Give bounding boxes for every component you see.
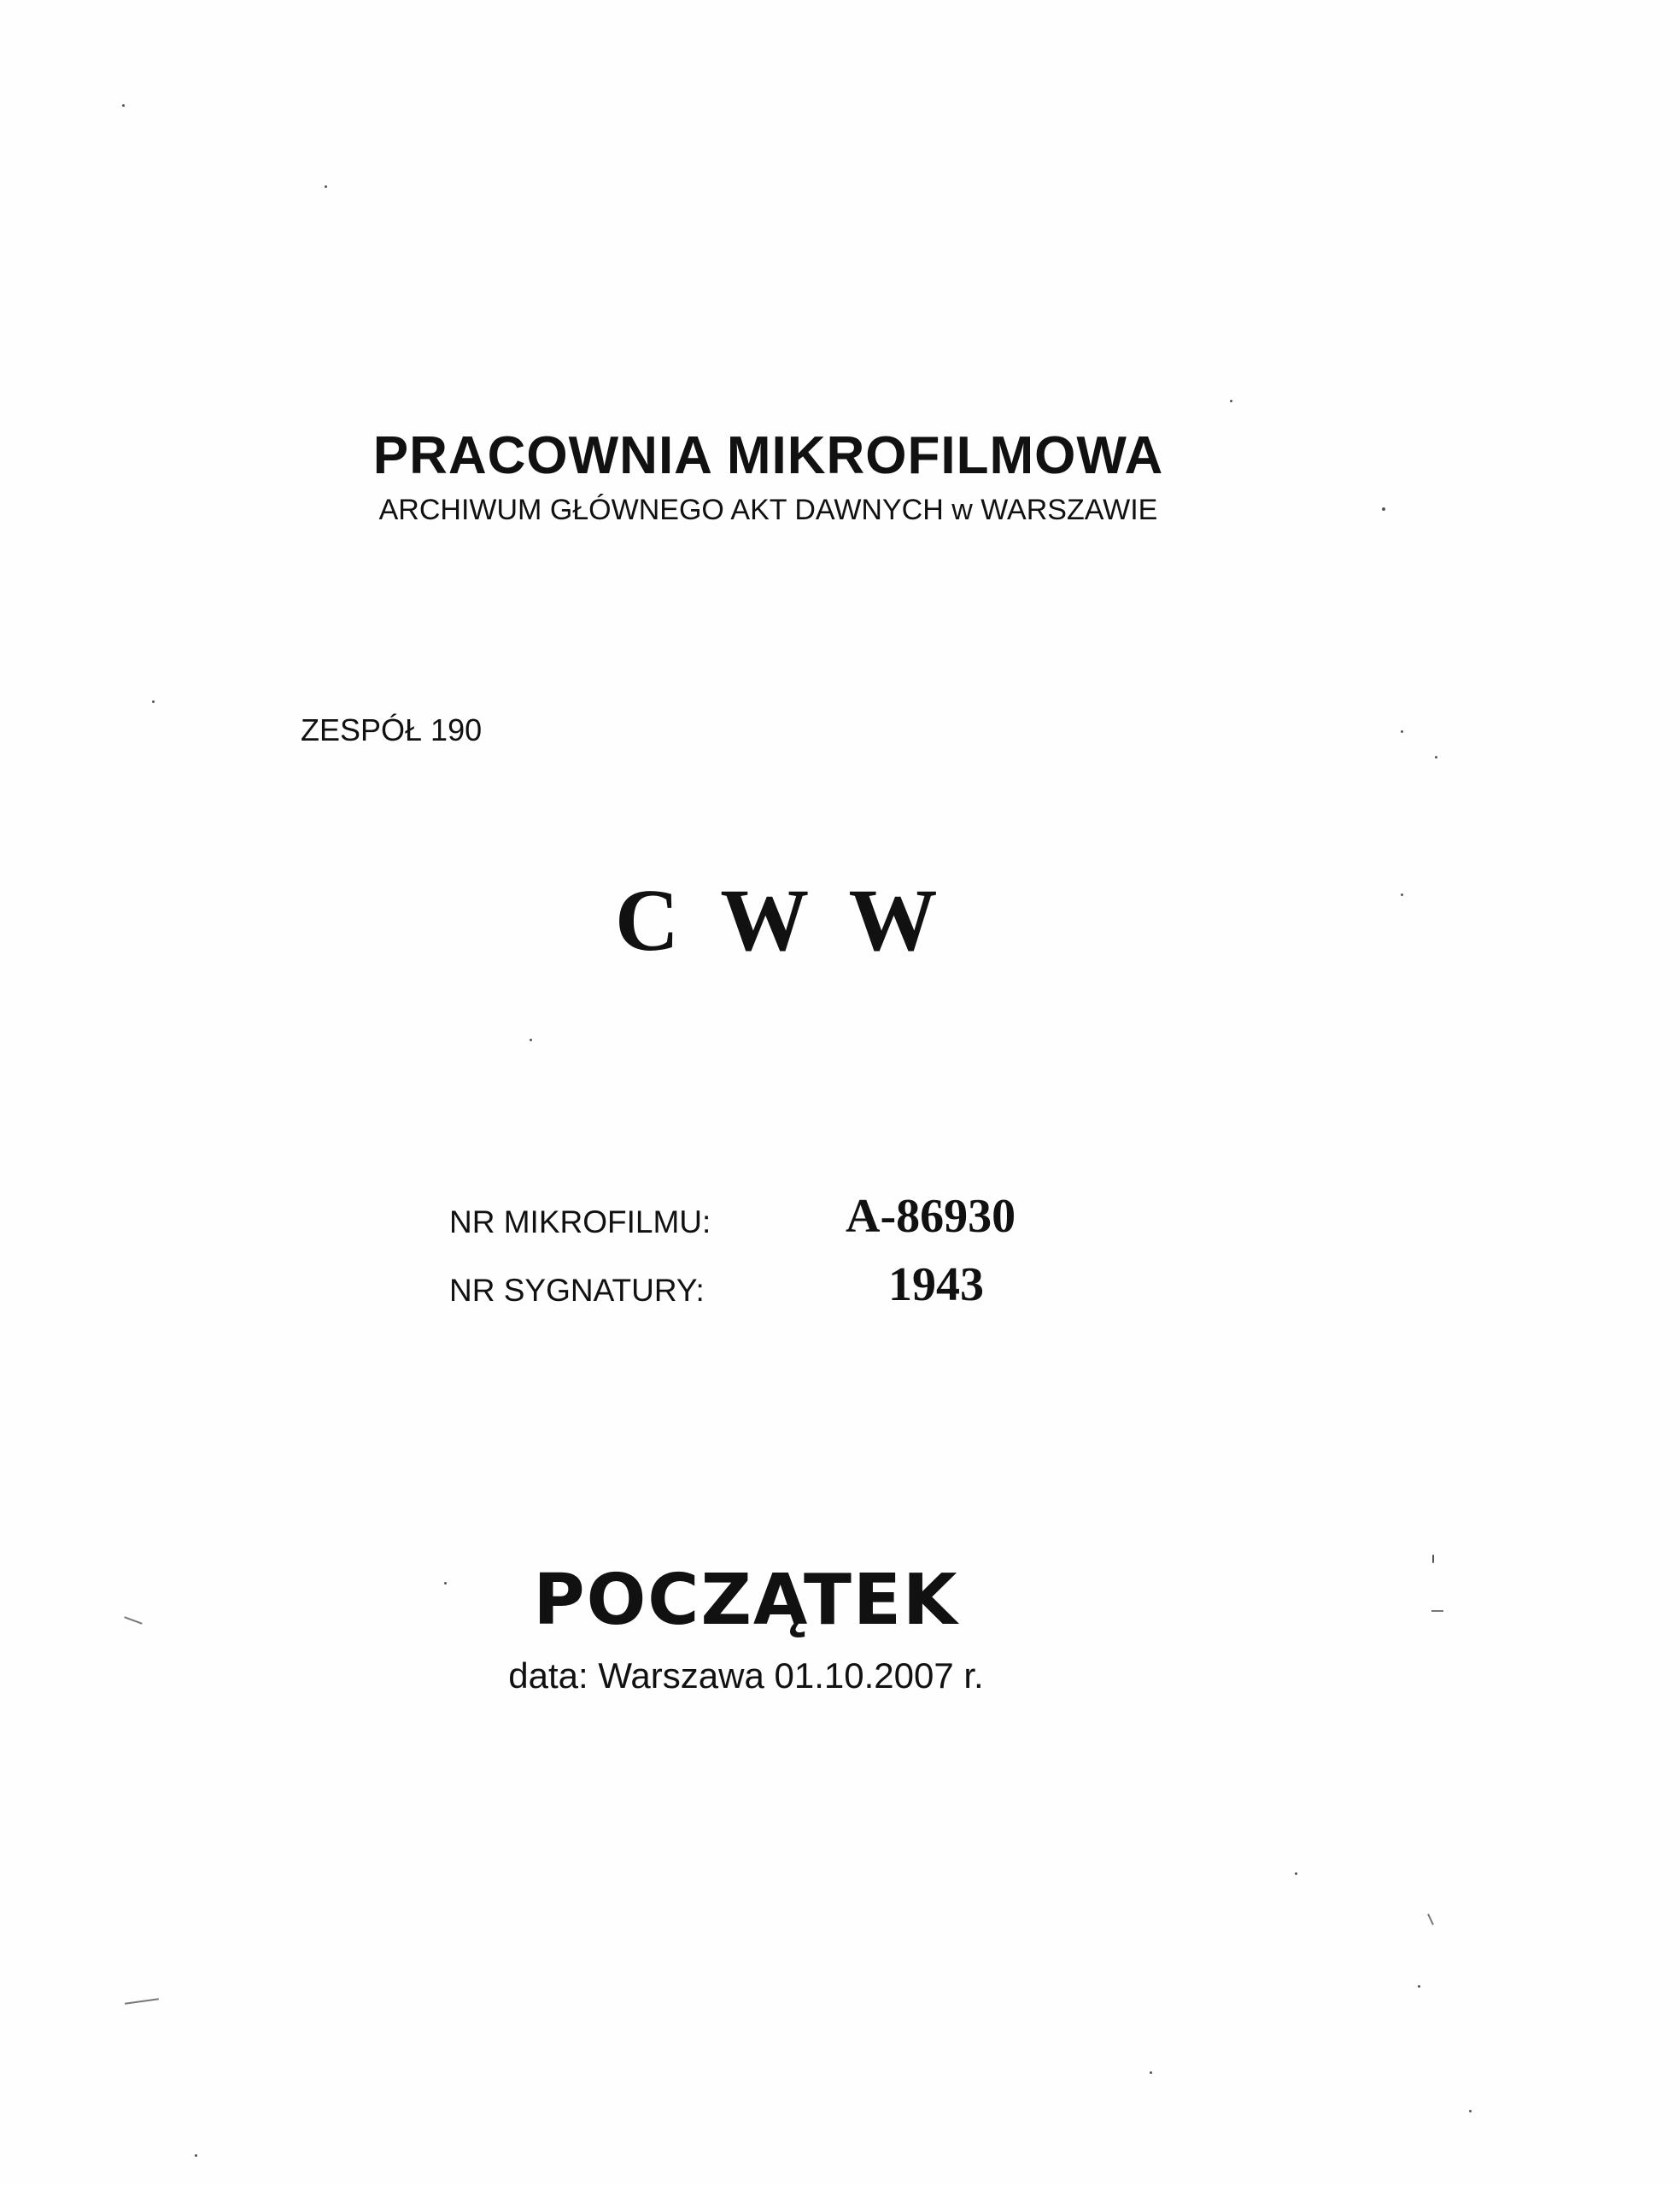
mikrofilm-label: NR MIKROFILMU: bbox=[449, 1204, 711, 1239]
collection-code: C W W bbox=[615, 871, 948, 969]
page-title: PRACOWNIA MIKROFILMOWA bbox=[372, 426, 1164, 485]
scan-speck bbox=[1418, 1985, 1420, 1988]
scan-speck bbox=[325, 185, 327, 188]
scan-speck bbox=[1150, 2071, 1152, 2074]
scan-speck bbox=[152, 700, 155, 703]
scan-speck bbox=[1230, 400, 1232, 402]
page-subtitle: ARCHIWUM GŁÓWNEGO AKT DAWNYCH w WARSZAWIE bbox=[378, 494, 1158, 526]
start-marker: POCZĄTEK bbox=[533, 1560, 959, 1641]
zespol-label: ZESPÓŁ 190 bbox=[301, 712, 483, 747]
sygnatura-label: NR SYGNATURY: bbox=[449, 1273, 705, 1308]
date-line: data: Warszawa 01.10.2007 r. bbox=[508, 1655, 984, 1696]
scan-speck bbox=[1401, 893, 1403, 896]
scan-mark bbox=[125, 1998, 159, 2005]
scan-speck bbox=[1382, 507, 1385, 511]
scan-mark bbox=[1427, 1913, 1434, 1925]
scan-speck bbox=[195, 2154, 197, 2157]
scan-speck bbox=[1435, 756, 1437, 759]
scan-speck bbox=[1401, 730, 1403, 733]
scan-speck bbox=[444, 1582, 447, 1585]
scan-speck bbox=[1295, 1872, 1297, 1875]
scan-speck bbox=[122, 104, 125, 107]
scan-mark bbox=[1431, 1610, 1443, 1612]
mikrofilm-value: A-86930 bbox=[846, 1190, 1016, 1243]
scan-speck bbox=[1432, 1555, 1434, 1563]
scan-speck bbox=[530, 1039, 532, 1041]
scan-speck bbox=[1469, 2110, 1472, 2112]
sygnatura-value: 1943 bbox=[888, 1258, 984, 1311]
